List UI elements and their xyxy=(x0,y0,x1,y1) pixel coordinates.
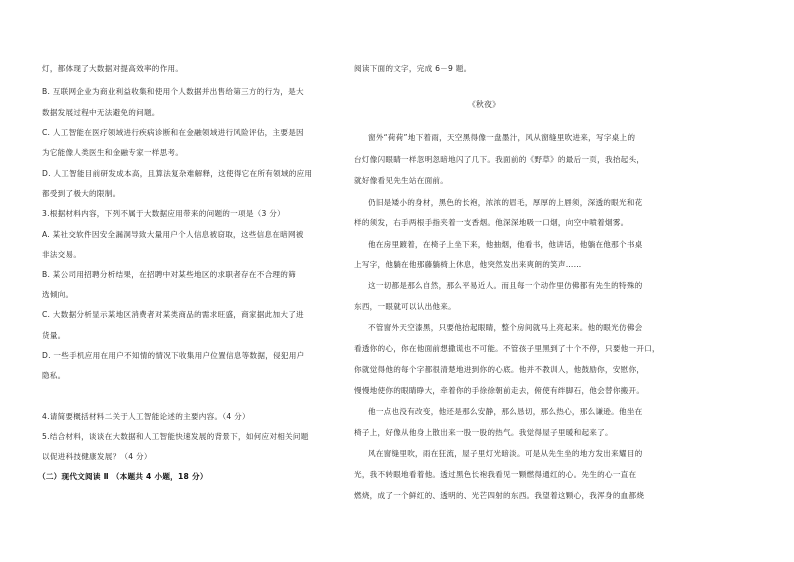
reading-instruction: 阅读下面的文字，完成 6－9 题。 xyxy=(354,64,472,73)
text-line: 都受到了极大的限制。 xyxy=(42,189,121,198)
passage-title: 《秋夜》 xyxy=(468,100,501,109)
option-b: B. 某公司用招聘分析结果，在招聘中对某些地区的求职者存在不合理的筛 xyxy=(42,270,296,279)
text-line: C. 人工智能在医疗领域进行疾病诊断和在金融领域进行风险评估，主要是因 xyxy=(42,128,304,137)
paragraph-line: 不管窗外天空漆黑，只要他抬起眼睛，整个房间就马上亮起来。他的眼光仿佛会 xyxy=(368,323,643,332)
paragraph-line: 燃烧，成了一个鲜红的、透明的、光芒四射的东西。我望着这颗心，我浑身的血都烧 xyxy=(354,491,645,500)
text-line: 为它能像人类医生和金融专家一样思考。 xyxy=(42,148,184,157)
paragraph-line: 样的须发，右手两根手指夹着一支香烟。他深深地吸一口烟，向空中喷着烟雾。 xyxy=(354,218,629,227)
option-d: D. 一些手机应用在用户不知情的情况下收集用户位置信息等数据，侵犯用户 xyxy=(42,351,305,360)
paragraph-line: 台灯像闪眼睛一样忽明忽暗地闪了几下。我面前的《野草》的最后一页，我抬起头， xyxy=(354,155,645,164)
paragraph-line: 仍旧是矮小的身材，黑色的长袍，浓浓的眉毛，厚厚的上唇须，深透的眼光和花 xyxy=(368,198,643,207)
paragraph-line: 他在房里踱着，在椅子上坐下来，他抽烟，他看书，他讲话，他躺在他那个书桌 xyxy=(368,240,643,249)
question-5: 5.结合材料，谈谈在大数据和人工智能快速发展的背景下，如何应对相关问题 xyxy=(42,432,309,441)
paragraph-line: 就好像看见先生站在面前。 xyxy=(354,176,449,185)
option-c: C. 大数据分析显示某地区消费者对某类商品的需求旺盛，商家据此加大了进 xyxy=(42,310,304,319)
option-a: A. 某社交软件因安全漏洞导致大量用户个人信息被窃取，这些信息在暗网被 xyxy=(42,230,304,239)
text-line: 非法交易。 xyxy=(42,250,82,259)
paragraph-line: 窗外“荷荷”地下着雨，天空黑得像一盘墨汁，风从窗缝里吹进来，写字桌上的 xyxy=(368,133,636,142)
paragraph-line: 椅子上，好像从他身上散出来一股一股的热气。我觉得屋子里暖和起来了。 xyxy=(354,428,613,437)
question-3: 3.根据材料内容，下列不属于大数据应用带来的问题的一项是（3 分） xyxy=(42,209,285,218)
text-line: 隐私。 xyxy=(42,371,66,380)
question-4: 4.请简要概括材料二关于人工智能论述的主要内容。（4 分） xyxy=(42,412,250,421)
paragraph-line: 光，我不转眼地看着他。透过黑色长袍我看见一颗燃得通红的心。先生的心一直在 xyxy=(354,470,637,479)
section-heading: （二）现代文阅读 Ⅱ （本题共 4 小题，18 分） xyxy=(38,472,208,481)
paragraph-line: 东西，一眼就可以认出他来。 xyxy=(354,302,456,311)
paragraph-line: 你就觉得他的每个字都很清楚地进到你的心底。他并不教训人，他鼓励你，安慰你， xyxy=(354,365,645,374)
text-line: 选倾向。 xyxy=(42,290,74,299)
text-line: D. 人工智能目前研发成本高，且算法复杂难解释，这使得它在所有领域的应用 xyxy=(42,169,313,178)
paragraph-line: 风在窗缝里吹，雨在狂流，屋子里灯光暗淡。可是从先生坐的地方发出来耀目的 xyxy=(368,449,643,458)
paragraph-line: 这一切都是那么自然，那么平易近人。而且每一个动作里仿佛都有先生的特殊的 xyxy=(368,281,643,290)
text-line: 数据发展过程中无法避免的问题。 xyxy=(42,108,160,117)
paragraph-line: 上写字，他躺在他那藤躺椅上休息，他突然发出来爽朗的笑声…… xyxy=(354,260,582,269)
text-line: 货量。 xyxy=(42,331,66,340)
text-line: B. 互联网企业为商业利益收集和使用个人数据并出售给第三方的行为，是大 xyxy=(42,87,304,96)
paragraph-line: 慢慢地使你的眼睛睁大，牵着你的手徐徐朝前走去，俯使有绊脚石，他会替你搬开。 xyxy=(354,386,645,395)
paragraph-line: 看透你的心，你在他面前想撒谎也不可能。不管孩子里黑到了十个不停，只要他一开口， xyxy=(354,344,660,353)
text-line: 以促进科技健康发展？（4 分） xyxy=(42,452,152,461)
text-line: 灯，都体现了大数据对提高效率的作用。 xyxy=(42,64,184,73)
paragraph-line: 他一点也没有改变，他还是那么安静，那么恳切，那么热心，那么谦逊。他坐在 xyxy=(368,407,643,416)
